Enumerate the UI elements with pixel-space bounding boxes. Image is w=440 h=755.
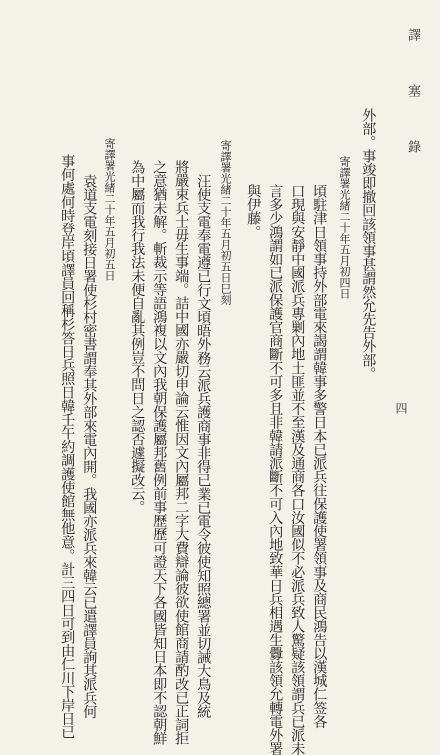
text-column: 事何處何時登岸頃譯員回稱杉答日兵照日韓壬午約調護使館無他意。計三四日可到由仁川下岸日已: [59, 154, 76, 739]
text-column: 與伊藤。: [245, 184, 262, 239]
text-column: 將嚴束兵士毋生事端。詰中國亦嚴切申論云惟因文內屬邦二字大費辯論彼欲使館商請酌改已正詞拒: [173, 160, 190, 745]
text-column: 口現與安靜中國派兵專剿內地土匪並不至漢及通商各口汝國似不必派兵致人驚疑該領謂兵已派未: [289, 184, 306, 755]
text-column: 袁道支電刻接日署使杉村密書謂奉其外部來電內開。我國亦派兵來韓云已遣譯員詢其派兵何: [81, 174, 98, 719]
text-column: 言多少鴻謂如已派保護官商斷不可多且非韓請派斷不可入內地致華日兵相遇生釁該領允轉電外署: [267, 184, 284, 755]
text-column: 為中屬而我行我法未便自亂其例豈不問日之認否遽擬改云。: [129, 160, 146, 514]
date-heading: 寄譯署光緒二十年五月初五日巳刻: [219, 140, 232, 305]
date-heading: 寄譯署光緒二十年五月初四日: [338, 156, 351, 299]
date-heading: 寄譯署光緒二十年五月初五日: [103, 138, 116, 281]
page-header-title: 譯 塞 錄: [405, 28, 420, 167]
text-column: 外部。事竣即撤回該領事甚謂然允先告外部。: [360, 108, 377, 381]
text-column: 之意猶未解。斬裁示等語鴻複以文內我朝保護屬邦舊例前事歷歷可證天下各國皆知日本即不認朝鮮: [151, 160, 168, 745]
page-number: 四: [394, 402, 408, 414]
text-column: 頃駐津日領事持外部電來謁謂韓事多警日本已派兵往保護使署領事及商民鴻告以漢城仁签各: [311, 184, 328, 729]
text-column: 汪使支電奉電遵已行文頃晤外務云派兵護商事非得已業已電令彼使知照總署並切誡大鳥及統: [195, 174, 212, 719]
